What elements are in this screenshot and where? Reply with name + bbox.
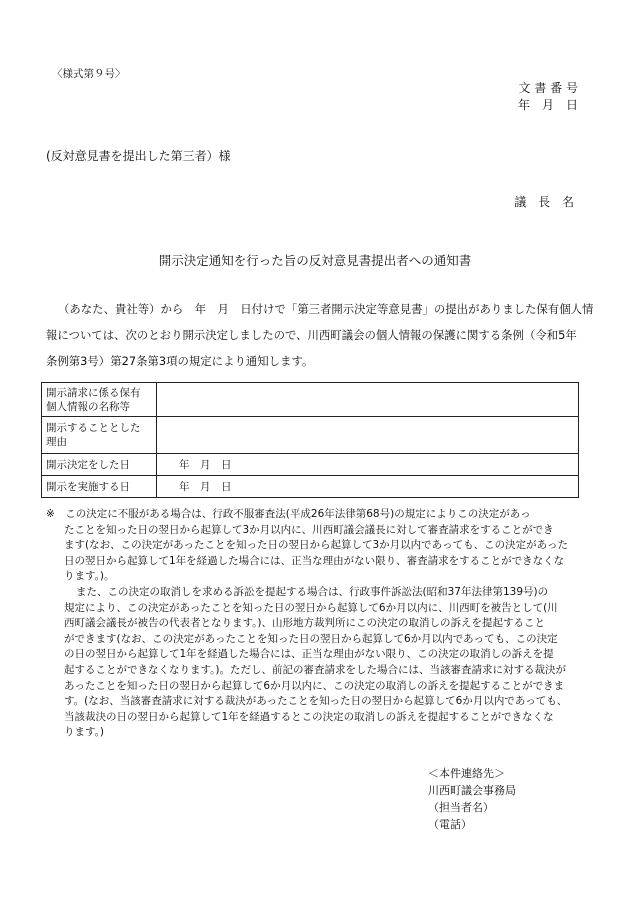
contact-phone: （電話） [428, 818, 472, 831]
note-line: す。(なお、当該審査請求に対する裁決があったことを知った日の翌日から起算して6か月以内であっても、 [64, 695, 568, 708]
note-line: また、この決定の取消しを求める訴訟を提起する場合は、行政事件訴訟法(昭和37年法律第139号)の [76, 585, 549, 598]
contact-person: （担当者名） [428, 801, 494, 814]
row-label [42, 476, 157, 498]
document-date: 年 月 日 [517, 98, 578, 112]
label-line: 個人情報の名称等 [46, 400, 130, 413]
note-line: たことを知った日の翌日から起算して3か月以内に、川西町議会議長に対して審査請求をすることができ [64, 523, 554, 536]
row-label [42, 417, 157, 454]
row-value [157, 417, 579, 454]
label-line: 理由 [46, 436, 67, 448]
note-line: 日の翌日から起算して1年を経過した場合には、正当な理由がない限り、審査請求をすることができなくな [64, 554, 565, 567]
appeal-notice [46, 507, 586, 741]
label-line: 開示決定をした日 [46, 458, 130, 471]
intro-line: 報については、次のとおり開示決定しましたので、川西町議会の個人情報の保護に関する条例（令和5年 [46, 328, 577, 342]
intro-line: 条例第3号）第27条第3項の規定により通知します。 [46, 354, 314, 368]
note-line: ※ この決定に不服がある場合は、行政不服審査法(平成26年法律第68号)の規定によりこの決定があっ [46, 508, 531, 520]
note-line: ります。) [64, 726, 105, 739]
row-label [42, 383, 157, 417]
note-line: あったことを知った日の翌日から起算して6か月以内に、この決定の取消しの訴えを提起することができま [64, 679, 565, 692]
label-line: 開示することとした [46, 422, 141, 434]
note-line: 規定により、この決定があったことを知った日の翌日から起算して6か月以内に、川西町を被告として(川 [64, 601, 558, 614]
note-line: ります。)。 [64, 570, 115, 583]
row-label [42, 454, 157, 476]
note-line: 西町議会議長が被告の代表者となります。)、山形地方裁判所にこの決定の取消しの訴えを提起すること [64, 617, 546, 630]
note-line: ができます(なお、この決定があったことを知った日の翌日から起算して6か月以内であっても、この決定 [64, 632, 558, 645]
intro-paragraph [46, 296, 594, 374]
row-value: 年 月 日 [157, 454, 579, 476]
chairman-name: 議 長 名 [514, 195, 578, 209]
note-line: 起することができなくなります。)。ただし、前記の審査請求をした場合には、当該審査請求に対する裁決が [64, 663, 567, 676]
document-number: 文 書 番 号 [518, 81, 578, 95]
contact-heading: ＜本件連絡先＞ [428, 767, 505, 780]
contact-office: 川西町議会事務局 [428, 784, 516, 797]
addressee: (反対意見書を提出した第三者）様 [46, 149, 231, 163]
note-line: ます(なお、この決定があったことを知った日の翌日から起算して3か月以内であっても、この決定があった [64, 539, 568, 552]
table-row [42, 454, 579, 476]
disclosure-info-table [41, 382, 579, 498]
label-line: 開示請求に係る保有 [46, 386, 141, 399]
note-line: の日の翌日から起算して1年を経過した場合には、正当な理由がない限り、この決定の取消しの訴えを提 [64, 648, 554, 661]
document-number-block [518, 80, 578, 114]
document-title: 開示決定通知を行った旨の反対意見書提出者への通知書 [158, 253, 472, 268]
row-value [157, 383, 579, 417]
note-line: 当該裁決の日の翌日から起算して1年を経過するとこの決定の取消しの訴えを提起することができなくな [64, 710, 554, 723]
contact-block [428, 765, 516, 833]
form-number: 〈様式第９号〉 [52, 68, 126, 80]
label-line: 開示を実施する日 [46, 480, 130, 493]
table-row [42, 417, 579, 454]
table-row [42, 383, 579, 417]
row-value: 年 月 日 [157, 476, 579, 498]
table-row [42, 476, 579, 498]
intro-line: （あなた、貴社等）から 年 月 日付けで「第三者開示決定等意見書」の提出がありました保有個人情 [58, 302, 594, 316]
